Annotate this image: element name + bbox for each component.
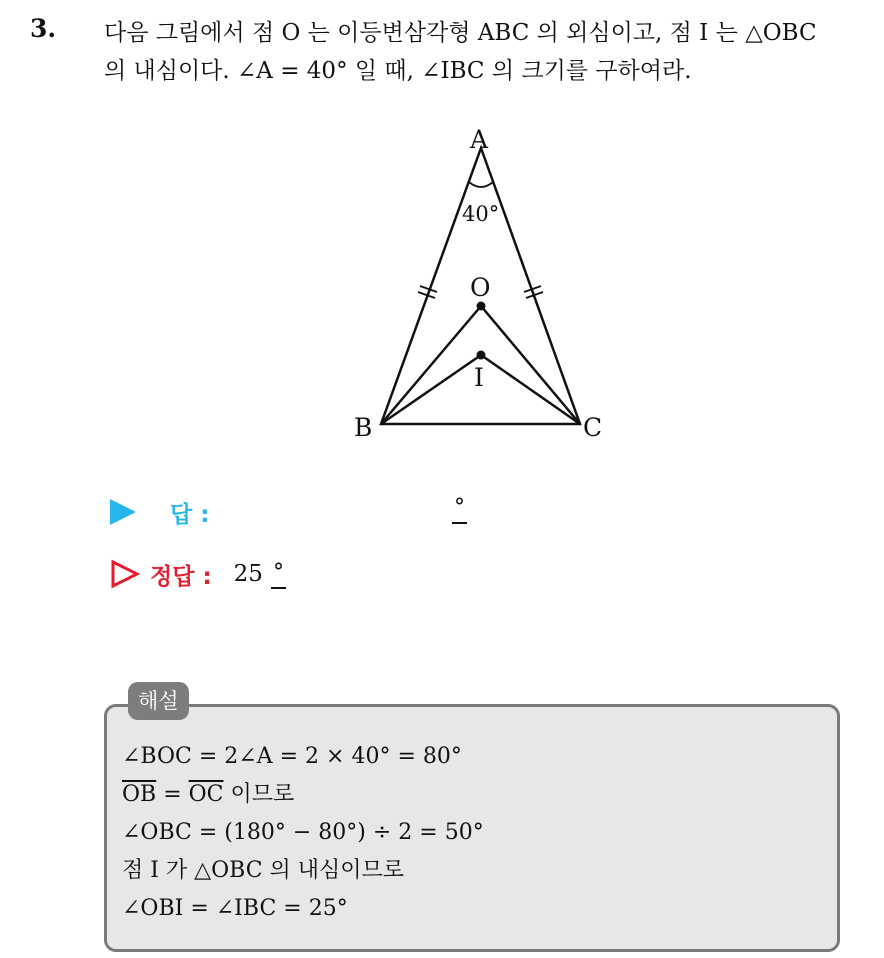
label-o: O xyxy=(470,273,491,302)
line-2-rest: 이므로 xyxy=(223,782,295,807)
solution-line-1: ∠BOC = 2∠A = 2 × 40° = 80° xyxy=(122,744,462,769)
solution-tag: 해설 xyxy=(128,682,189,720)
segment-oc: $\overline{OC}$ xyxy=(188,782,224,807)
solution-content xyxy=(122,738,484,928)
label-a: A xyxy=(470,125,489,154)
solution-line-5: ∠OBI = ∠IBC = 25° xyxy=(122,896,348,921)
point-i xyxy=(477,351,486,360)
label-angle-a: 40° xyxy=(462,202,500,226)
solution-line-2 xyxy=(122,776,484,814)
problem-line-1: 다음 그림에서 점 O 는 이등변삼각형 ABC 의 외심이고, 점 I 는 △OBC xyxy=(104,20,817,46)
point-o xyxy=(477,302,486,311)
answer-row xyxy=(110,494,209,530)
segment-ob: $\overline{OB}$ xyxy=(122,782,157,807)
answer-arrow-icon xyxy=(110,499,136,525)
correct-arrow-icon xyxy=(110,559,140,589)
correct-label: 정답 : xyxy=(150,563,212,590)
correct-answer-row xyxy=(110,556,286,592)
answer-input[interactable]: ° xyxy=(452,494,467,524)
answer-label: 답 : xyxy=(170,501,210,528)
solution-line-4: 점 I 가 △OBC 의 내심이므로 xyxy=(122,858,405,883)
label-c: C xyxy=(583,413,603,442)
problem-number: 3. xyxy=(30,14,57,43)
problem-line-2: 의 내심이다. ∠A = 40° 일 때, ∠IBC 의 크기를 구하여라. xyxy=(104,58,692,84)
correct-value: 25 xyxy=(233,561,263,587)
angle-arc-a xyxy=(469,182,493,187)
label-b: B xyxy=(354,413,373,442)
correct-unit: ° xyxy=(271,559,286,589)
equals-sign: = xyxy=(156,782,189,807)
solution-line-3: ∠OBC = (180° − 80°) ÷ 2 = 50° xyxy=(122,820,484,845)
label-i: I xyxy=(474,363,484,392)
